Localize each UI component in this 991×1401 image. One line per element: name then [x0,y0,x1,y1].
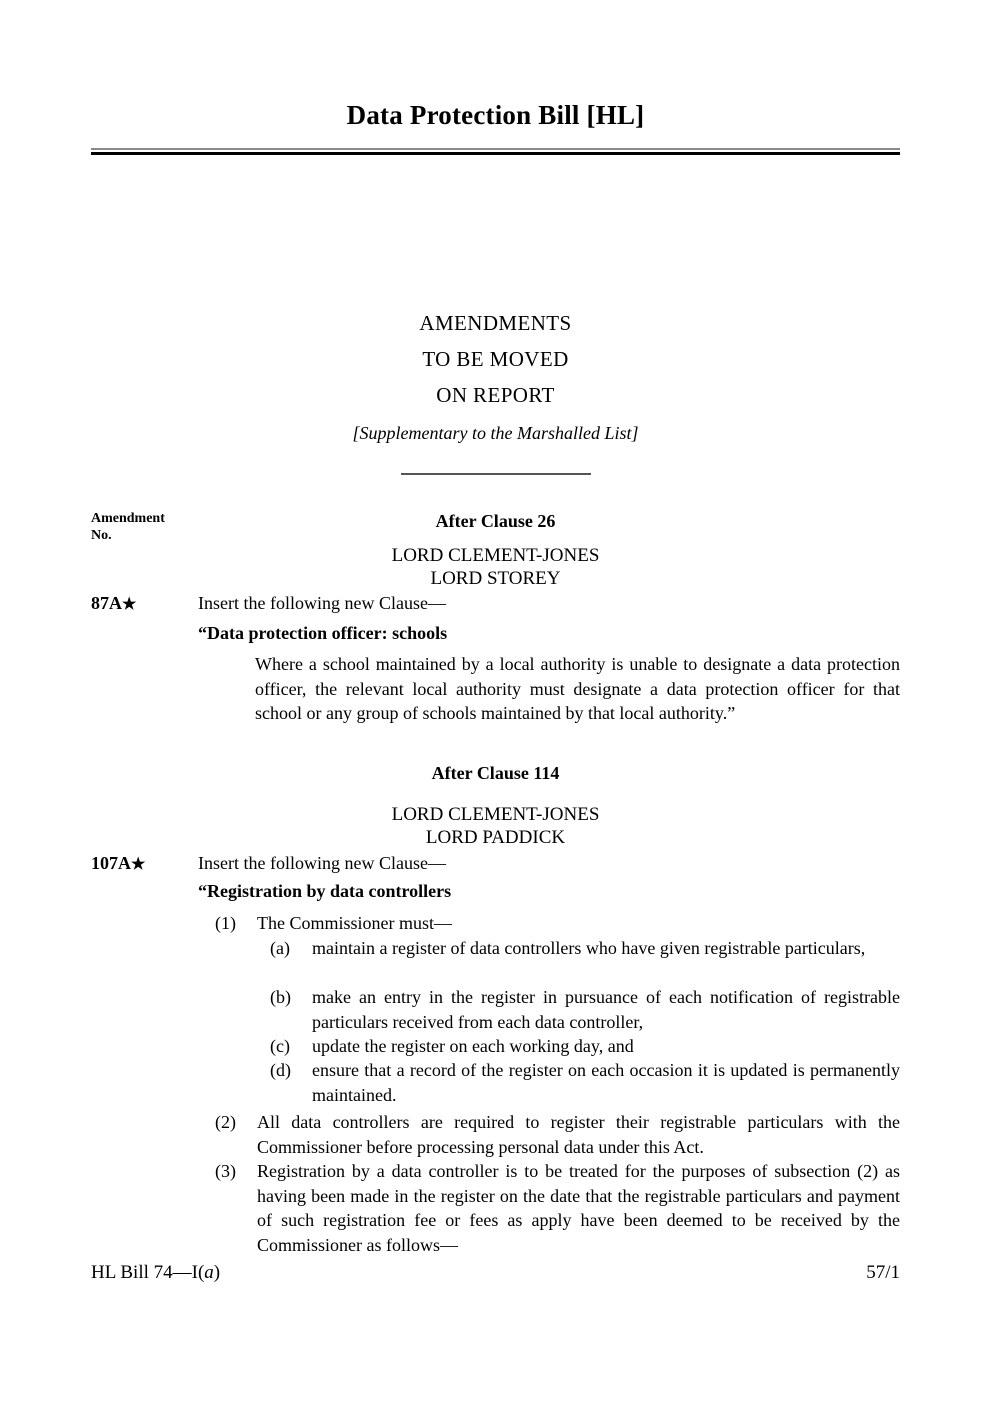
movers-list-2 [91,803,900,849]
mover-name: LORD CLEMENT-JONES [391,804,600,825]
subsection-1 [215,911,900,936]
new-clause-title-1: “Data protection officer: schools [198,623,448,643]
heading-subtitle: [Supplementary to the Marshalled List] [352,423,639,443]
subsection-marker: (3) [215,1161,236,1181]
item-marker: (d) [270,1060,291,1080]
subsection-marker: (2) [215,1112,236,1132]
new-clause-title-2: “Registration by data controllers [198,881,452,901]
item-text: make an entry in the register in pursuance of each notification of registrable particulars received from each data controller, [312,987,900,1032]
subsection-marker: (1) [215,913,236,933]
title-double-rule [91,148,900,155]
amendment-no-label-line1: Amendment [91,511,165,526]
amendments-heading-block [91,305,900,451]
footer-bill-ref-prefix: HL Bill 74—I( [91,1262,205,1283]
subsection-text: The Commissioner must— [257,913,452,933]
subsection-item-c [270,1034,900,1059]
subsection-item-d [270,1058,900,1107]
heading-line-amendments: AMENDMENTS [419,311,572,335]
movers-list-1 [91,544,900,590]
amendment-number-87a[interactable] [91,593,136,614]
insert-instruction-1: Insert the following new Clause— [198,593,446,613]
mover-name: LORD CLEMENT-JONES [391,545,600,566]
star-icon: ★ [131,856,146,873]
subsection-item-b [270,985,900,1034]
page-title: Data Protection Bill [HL] [346,100,645,130]
footer-page-number: 57/1 [866,1262,900,1283]
heading-line-on-report: ON REPORT [436,383,555,407]
heading-divider [91,465,900,483]
subsection-text: All data controllers are required to register their registrable particulars with the Commissioner before processing personal data under this Act. [257,1112,900,1157]
mover-name: LORD PADDICK [425,827,566,848]
subsection-text: Registration by a data controller is to be treated for the purposes of subsection (2) as having been made in the register on the date that the registrable particulars and payment of such registration fee or fees as apply have been deemed to be received by the Commissioner as follows— [257,1161,900,1255]
item-marker: (c) [270,1036,290,1056]
amendment-no-label-line2: No. [91,528,112,543]
footer-bill-reference [91,1262,220,1284]
item-text: maintain a register of data controllers who have given registrable particulars, [312,938,866,958]
item-marker: (a) [270,938,290,958]
mover-name: LORD STOREY [430,568,561,589]
title-rule-thin [91,148,900,150]
subsection-item-a [270,936,900,961]
amendment-number-text: 87A [91,593,122,613]
subsection-2 [215,1110,900,1159]
heading-line-to-be-moved: TO BE MOVED [422,347,569,371]
insert-instruction-2: Insert the following new Clause— [198,853,446,873]
item-text: update the register on each working day, and [312,1036,634,1056]
clause-body-paragraph-1: Where a school maintained by a local authority is unable to designate a data protection officer, the relevant local authority must designate a data protection officer for that school or any group of schools maintained by that local authority.” [255,654,900,723]
clause-heading-after-clause-114: After Clause 114 [431,763,560,783]
footer-bill-ref-suffix: ) [213,1262,221,1283]
item-text: ensure that a record of the register on each occasion it is updated is permanently maintained. [312,1060,900,1105]
item-marker: (b) [270,987,291,1007]
title-rule-thick [91,152,900,155]
subsection-3 [215,1159,900,1257]
amendment-number-text: 107A [91,853,131,873]
star-icon: ★ [122,596,137,613]
footer-bill-ref-italic: a [204,1262,214,1283]
clause-heading-after-clause-26: After Clause 26 [435,511,556,531]
amendment-number-107a[interactable] [91,853,145,874]
